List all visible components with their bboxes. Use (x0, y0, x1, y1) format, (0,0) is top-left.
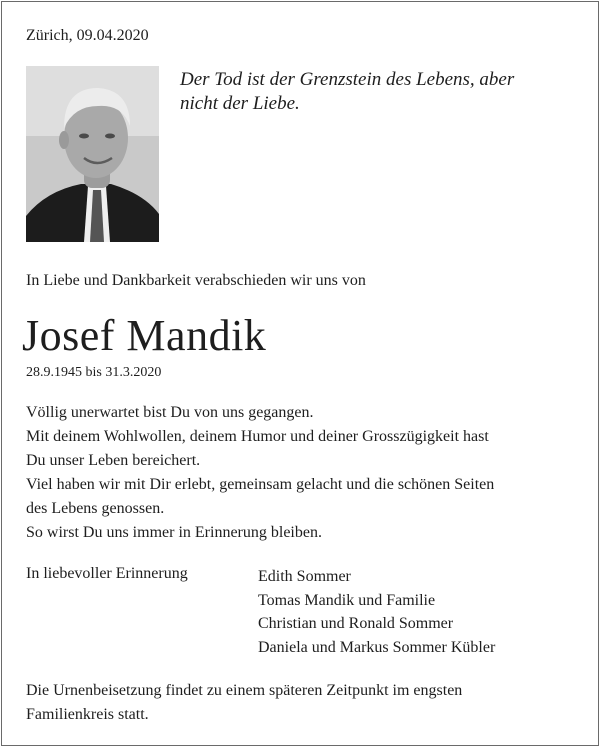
portrait-photo (26, 66, 159, 242)
motto-line: Der Tod ist der Grenzstein des Lebens, aber (180, 69, 515, 90)
intro-text: In Liebe und Dankbarkeit verabschieden wir uns von (26, 272, 366, 289)
tribute-line: Du unser Leben bereichert. (26, 452, 201, 469)
mourner-name: Daniela und Markus Sommer Kübler (258, 639, 496, 657)
motto-quote (180, 68, 580, 116)
mourner-name: Edith Sommer (258, 568, 351, 585)
tribute-line: Mit deinem Wohlwollen, deinem Humor und deiner Grosszügigkeit hast (26, 428, 489, 445)
place-date: Zürich, 09.04.2020 (26, 27, 149, 44)
tribute-text (26, 401, 576, 545)
mourners-list (258, 565, 495, 660)
tribute-line: des Lebens genossen. (26, 500, 165, 517)
remembrance-label: In liebevoller Erinnerung (26, 565, 188, 582)
funeral-note-line: Die Urnenbeisetzung findet zu einem späteren Zeitpunkt im engsten (26, 682, 463, 699)
funeral-note (26, 679, 576, 727)
deceased-name: Josef Mandik (22, 311, 267, 360)
mourner-name: Christian und Ronald Sommer (258, 615, 454, 633)
motto-line: nicht der Liebe. (180, 93, 300, 114)
obituary-notice (1, 1, 599, 746)
funeral-note-line: Familienkreis statt. (26, 706, 149, 723)
mourner-name: Tomas Mandik und Familie (258, 591, 436, 609)
tribute-line: So wirst Du uns immer in Erinnerung bleiben. (26, 524, 322, 541)
portrait-photo-icon (26, 66, 159, 242)
tribute-line: Völlig unerwartet bist Du von uns gegangen. (26, 404, 314, 421)
tribute-line: Viel haben wir mit Dir erlebt, gemeinsam gelacht und die schönen Seiten (26, 476, 495, 493)
lifespan-dates: 28.9.1945 bis 31.3.2020 (26, 365, 162, 380)
